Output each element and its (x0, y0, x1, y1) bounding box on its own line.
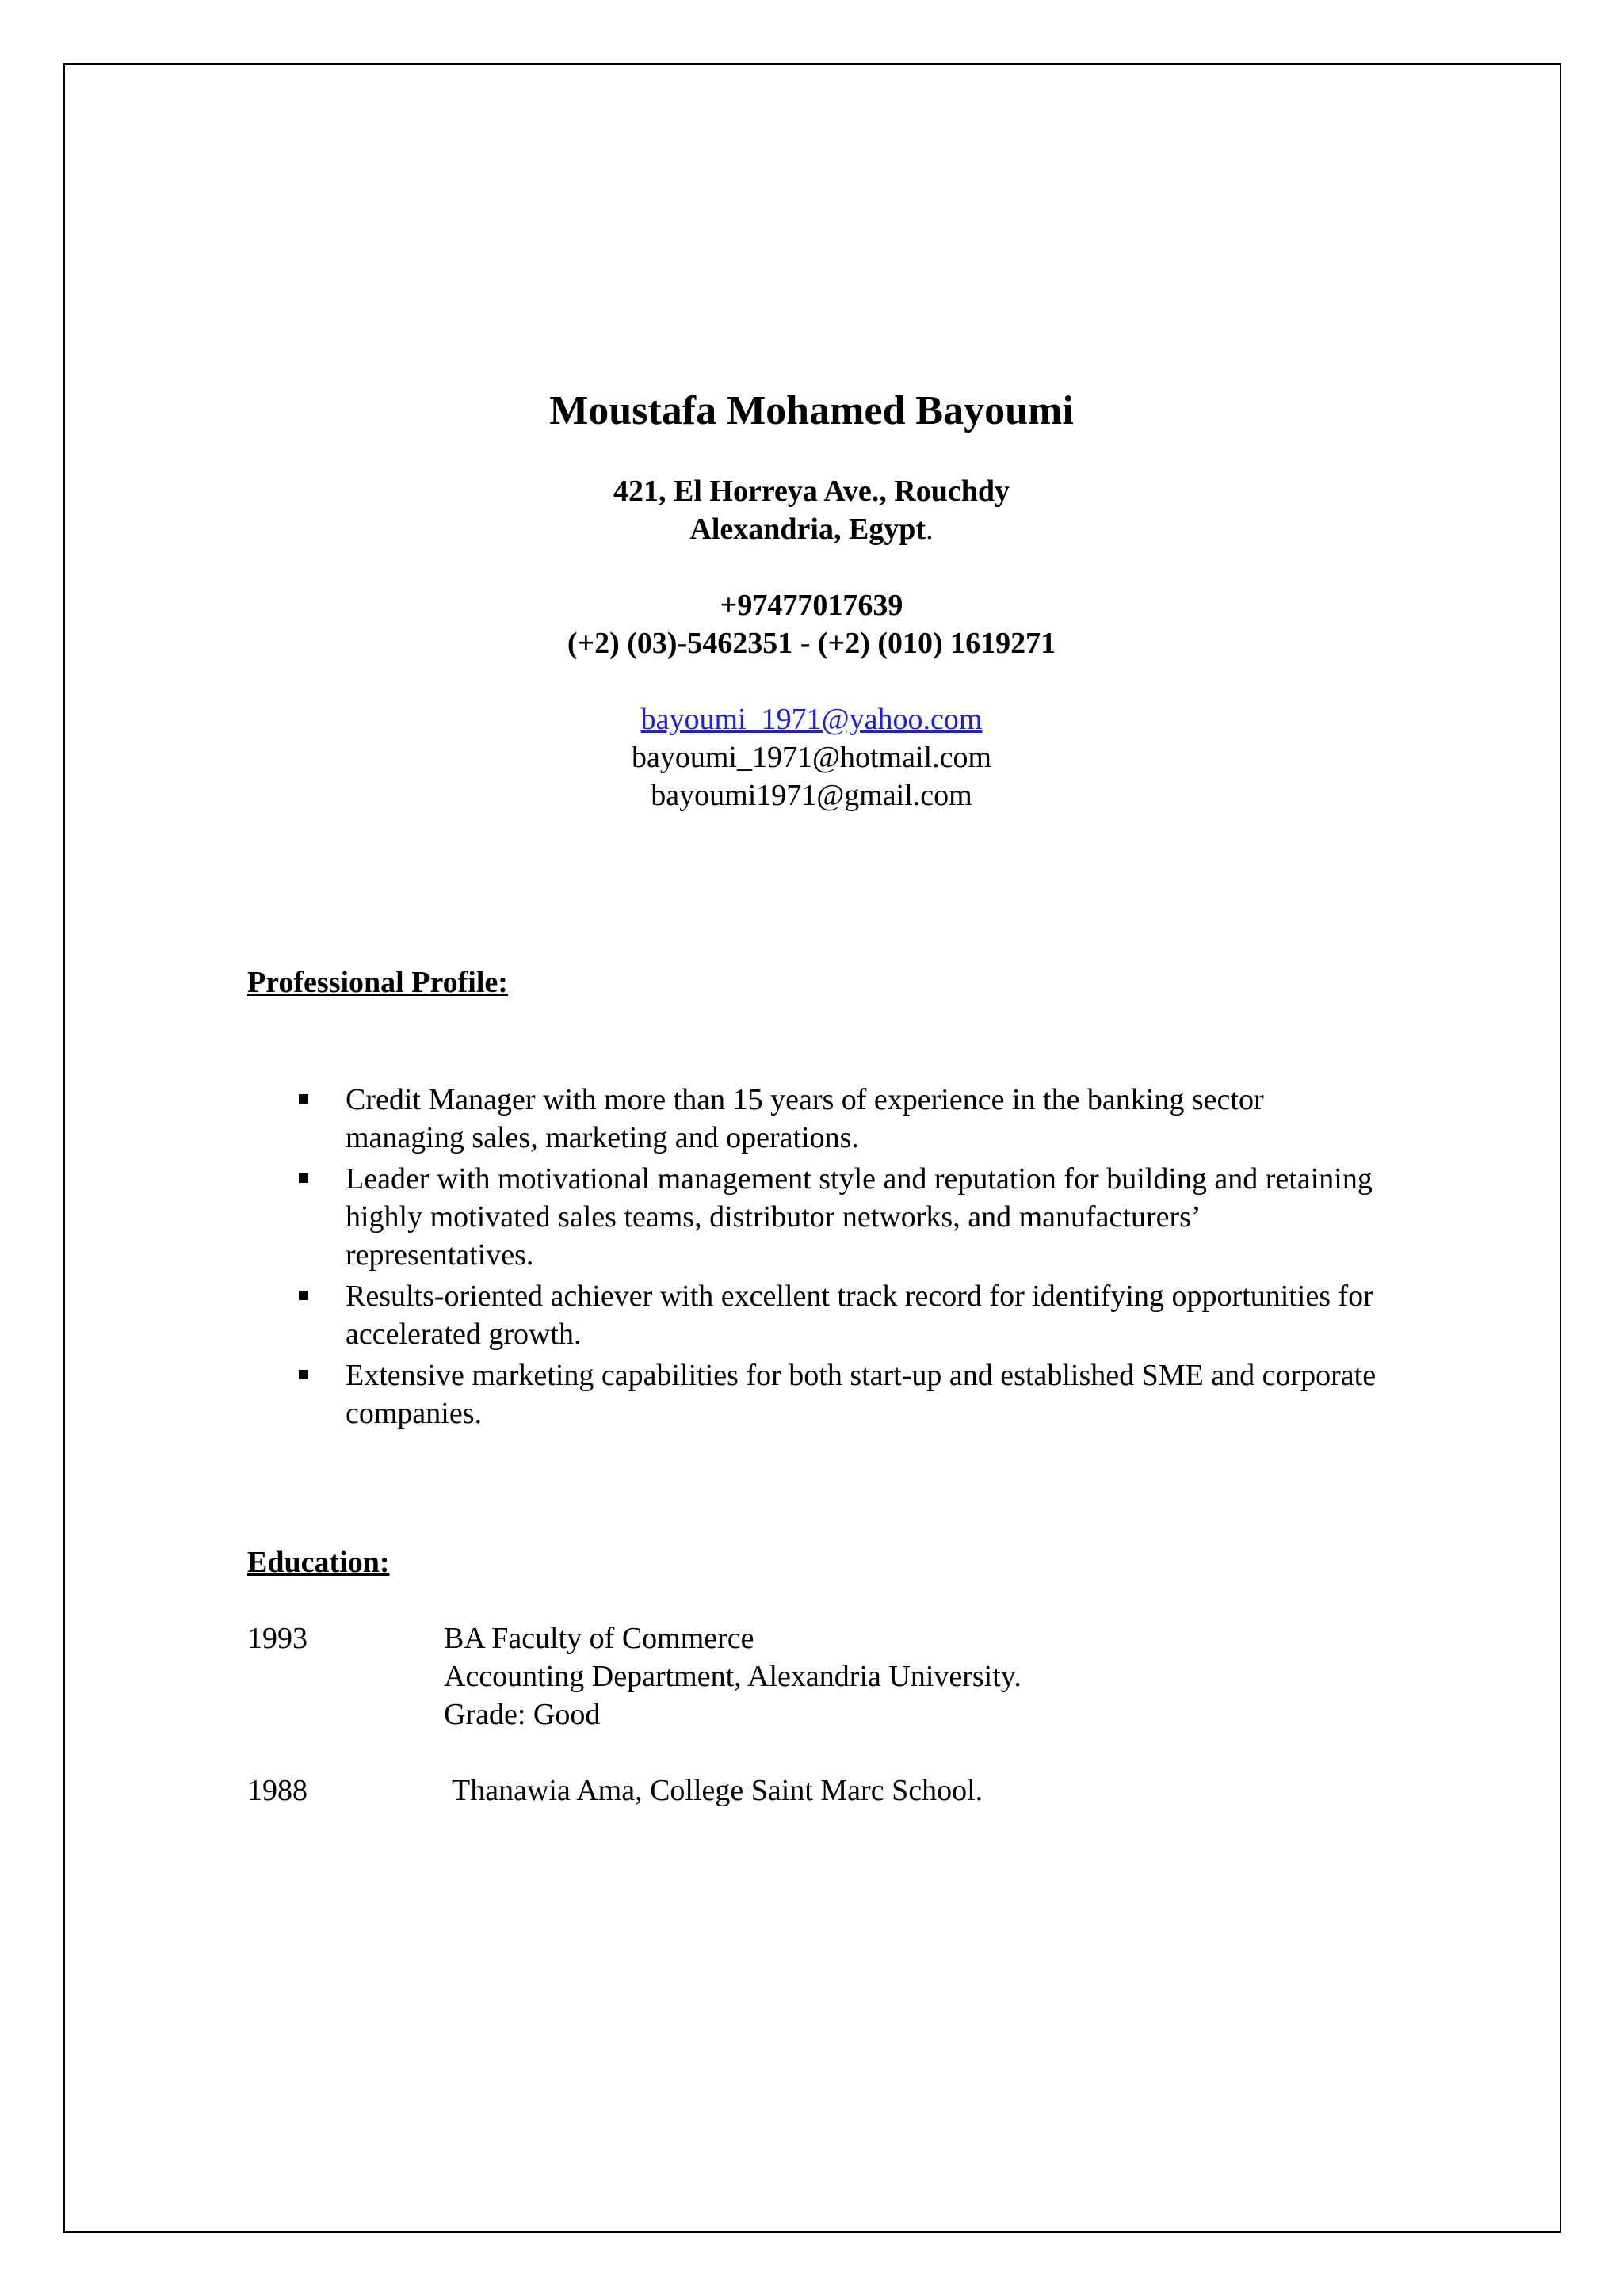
profile-item (247, 1160, 1388, 1274)
email-yahoo-link[interactable]: bayoumi_1971@yahoo.com (640, 703, 983, 736)
address-line-1: 421, El Horreya Ave., Rouchdy (613, 475, 1010, 508)
profile-item-text: Credit Manager with more than 15 years of experience in the banking sector managing sales, marketing and operations. (346, 1083, 1264, 1154)
phone-landlines: (+2) (03)-5462351 - (+2) (010) 1619271 (567, 627, 1056, 660)
education-year: 1993 (247, 1622, 307, 1655)
education-grade: Grade: Good (444, 1698, 601, 1731)
square-bullet-icon (299, 1094, 308, 1104)
email-block (0, 700, 1623, 814)
candidate-name: Moustafa Mohamed Bayoumi (549, 388, 1074, 433)
email-gmail: bayoumi1971@gmail.com (651, 779, 972, 812)
education-year: 1988 (247, 1774, 307, 1807)
address-block (0, 472, 1623, 548)
profile-item-text: Leader with motivational management style and reputation for building and retaining highly motivated sales teams, distributor networks, and manufacturers’ representatives. (346, 1162, 1373, 1272)
email-yahoo-row (0, 700, 1623, 738)
profile-list (247, 1081, 1388, 1436)
education-detail (452, 1772, 1482, 1810)
square-bullet-icon (299, 1173, 308, 1183)
square-bullet-icon (299, 1370, 308, 1379)
address-line-2 (0, 510, 1623, 548)
profile-item-text: Results-oriented achiever with excellent track record for identifying opportunities for accelerated growth. (346, 1280, 1373, 1351)
email-hotmail: bayoumi_1971@hotmail.com (632, 741, 991, 774)
education-department: Accounting Department, Alexandria University. (444, 1660, 1022, 1693)
education-detail (444, 1619, 1474, 1733)
square-bullet-icon (299, 1291, 308, 1300)
education-heading: Education: (247, 1546, 390, 1579)
education-school: Thanawia Ama, College Saint Marc School. (452, 1774, 983, 1807)
address-period: . (926, 513, 934, 546)
profile-item-text: Extensive marketing capabilities for both start-up and established SME and corporate companies. (346, 1359, 1377, 1430)
profile-item (247, 1356, 1388, 1432)
profile-item (247, 1277, 1388, 1353)
professional-profile-heading: Professional Profile: (247, 966, 508, 999)
phone-block (0, 586, 1623, 662)
education-degree: BA Faculty of Commerce (444, 1622, 754, 1655)
profile-item (247, 1081, 1388, 1157)
phone-mobile: +97477017639 (720, 589, 903, 622)
address-city: Alexandria, Egypt (689, 513, 926, 546)
